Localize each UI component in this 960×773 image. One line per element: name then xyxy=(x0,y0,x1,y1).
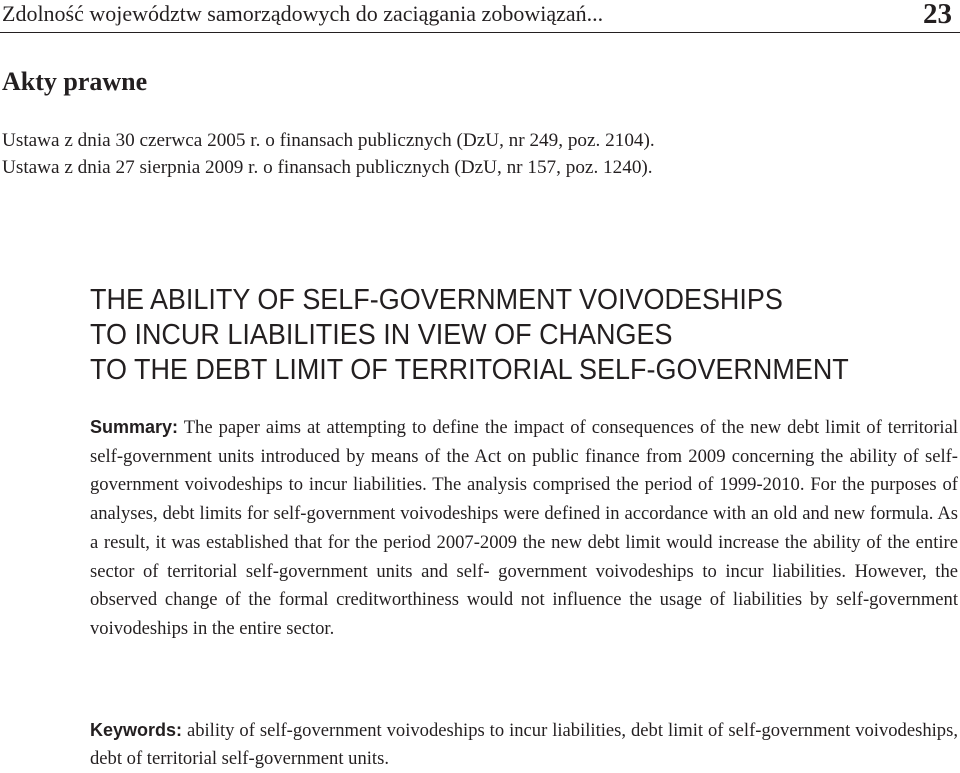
page-number: 23 xyxy=(923,0,952,30)
legal-act-item: Ustawa z dnia 27 sierpnia 2009 r. o finansach publicznych (DzU, nr 157, poz. 1240). xyxy=(2,156,653,178)
running-title: Zdolność województw samorządowych do zaciągania zobowiązań... xyxy=(2,1,604,26)
summary-text: The paper aims at attempting to define the impact of consequences of the new debt limit of territorial self-government units introduced by means of the Act on public finance from 2009 concerning the ability of self-government voivodeships to incur liabilities. The analysis comprised the period of 1999-2010. For the purposes of analyses, debt limits for self-government voivodeships were defined in accordance with an old and new formula. As a result, it was established that for the period 2007-2009 the new debt limit would increase the ability of the entire sector of territorial self-government units and self- government voivodeships to incur liabilities. However, the observed change of the formal creditworthiness would not influence the usage of liabilities by self-government voivodeships in the entire sector. xyxy=(90,417,958,639)
legal-acts-list xyxy=(2,128,655,181)
summary-paragraph xyxy=(90,413,958,644)
keywords-label: Keywords: xyxy=(90,720,183,740)
legal-act-item: Ustawa z dnia 30 czerwca 2005 r. o finansach publicznych (DzU, nr 249, poz. 2104). xyxy=(2,130,655,151)
article-title: THE ABILITY OF SELF-GOVERNMENT VOIVODESHIPS TO INCUR LIABILITIES IN VIEW OF CHANGES TO THE DEBT LIMIT OF TERRITORIAL SELF-GOVERNMENT xyxy=(90,284,849,386)
summary-label: Summary: xyxy=(90,417,179,437)
legal-acts-heading: Akty prawne xyxy=(2,67,148,96)
keywords-text: ability of self-government voivodeships to incur liabilities, debt limit of self-government voivodeships, debt of territorial self-government units. xyxy=(90,720,958,769)
page-header xyxy=(0,0,960,33)
keywords-paragraph xyxy=(90,716,958,773)
